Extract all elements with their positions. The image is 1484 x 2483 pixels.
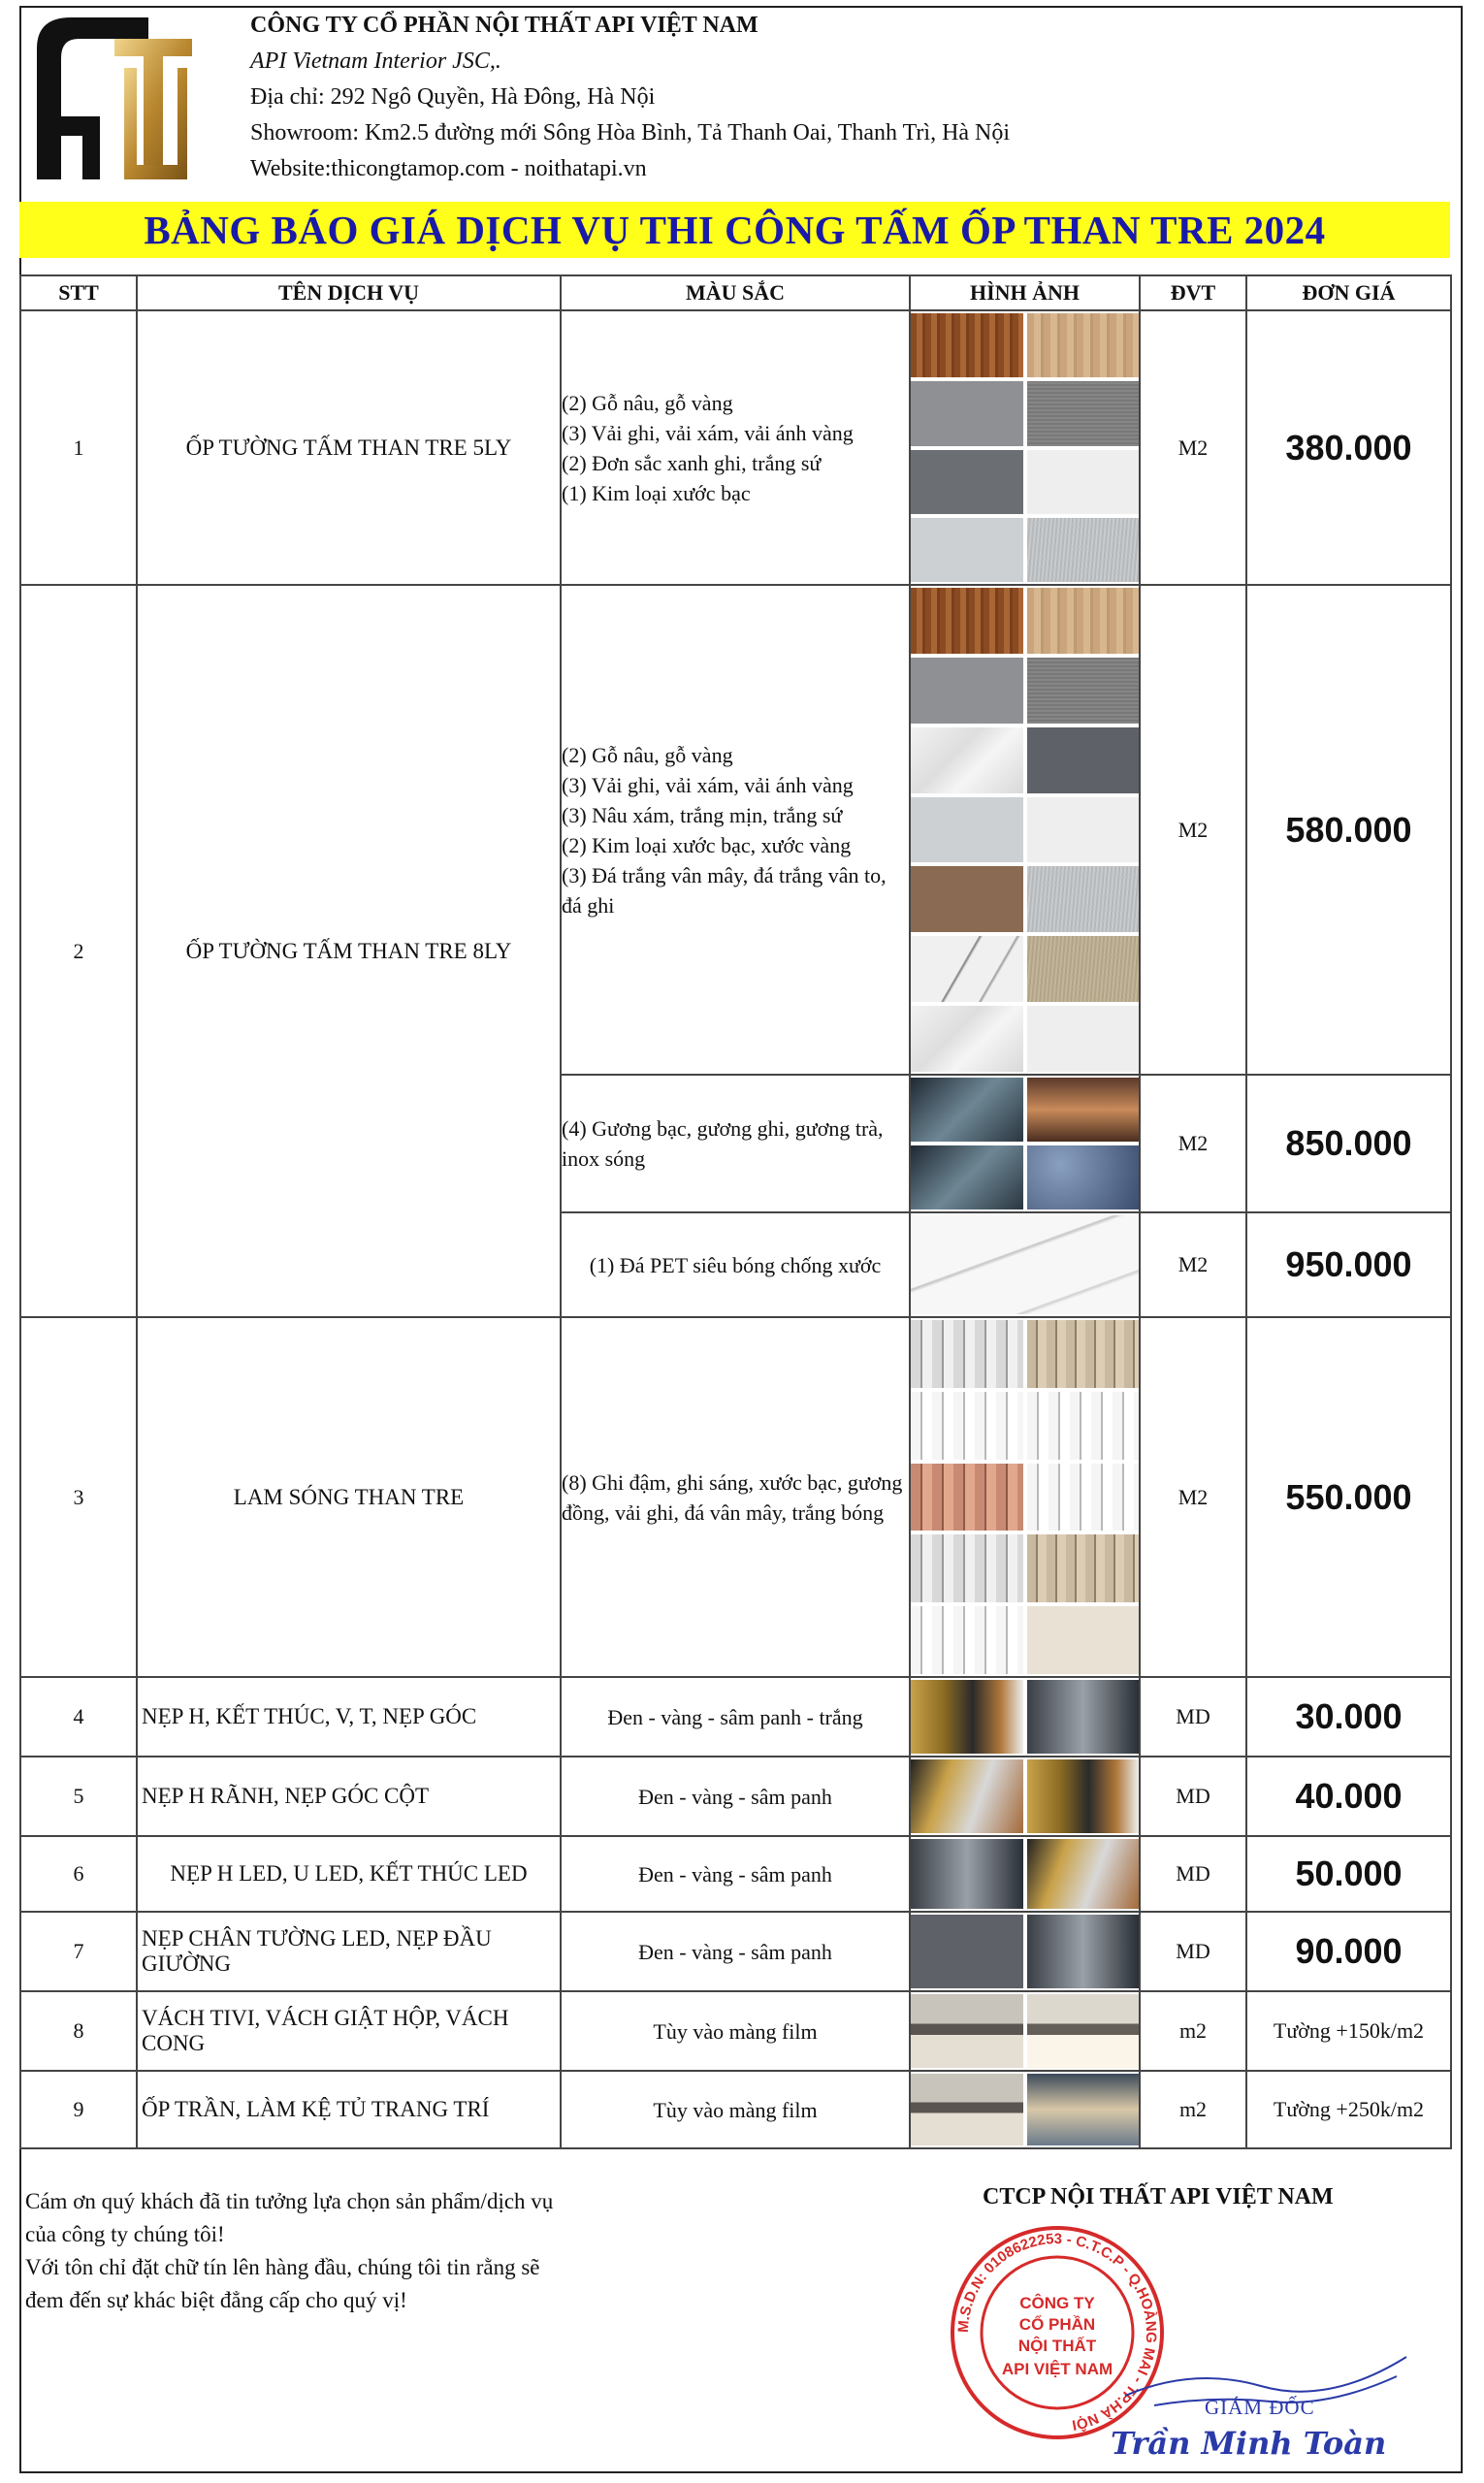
swatch-brown-wood: [911, 313, 1023, 377]
row-images: [910, 1075, 1140, 1212]
row-colors: [561, 1317, 910, 1677]
row-colors: Đen - vàng - sâm panh: [561, 1836, 910, 1912]
company-english-name: API Vietnam Interior JSC,.: [250, 48, 501, 74]
swatch-white: [1027, 797, 1140, 863]
swatch-porcelain-white: [1027, 450, 1140, 514]
row-stt: 8: [20, 1991, 137, 2071]
row-colors: [561, 1075, 910, 1212]
swatch-white-slats: [911, 1392, 1023, 1460]
photo-box-wall: [1027, 1994, 1140, 2068]
color-line: (2) Kim loại xước bạc, xước vàng: [562, 832, 852, 857]
stamp-line: API VIỆT NAM: [1001, 2360, 1113, 2378]
table-row: [20, 1912, 1451, 1991]
row-price: 580.000: [1246, 585, 1451, 1075]
color-line: (4) Gương bạc, gương ghi, gương trà, inox sóng: [562, 1116, 884, 1171]
row-service: ỐP TƯỜNG TẤM THAN TRE 5LY: [137, 310, 561, 585]
row-colors: Tùy vào màng film: [561, 2071, 910, 2148]
header-price: ĐƠN GIÁ: [1246, 275, 1451, 310]
row-images: [910, 1757, 1140, 1836]
header-image: HÌNH ẢNH: [910, 275, 1140, 310]
stamp-line: CỔ PHẦN: [1018, 2315, 1096, 2334]
signature-company: CTCP NỘI THẤT API VIỆT NAM: [983, 2184, 1334, 2209]
swatch-brushed-silver: [1027, 866, 1140, 932]
swatch-smooth-white: [911, 727, 1023, 793]
thanks-line: của công ty chúng tôi!: [25, 2222, 225, 2246]
price-table: [19, 274, 1452, 2149]
director-title: GIÁM ĐỐC: [1205, 2396, 1315, 2419]
swatch-column-trim: [1027, 1759, 1140, 1833]
row-colors: [561, 585, 910, 1075]
swatch-light-slats: [1027, 1464, 1140, 1532]
thanks-note: [25, 2185, 553, 2317]
photo-ceiling: [1027, 2074, 1140, 2145]
color-line: (2) Gỗ nâu, gỗ vàng: [562, 742, 733, 767]
header-stt: STT: [20, 275, 137, 310]
company-logo: [32, 10, 199, 184]
row-service: NẸP H LED, U LED, KẾT THÚC LED: [137, 1836, 561, 1912]
swatch-brushed-silver: [1027, 518, 1140, 582]
company-showroom: Showroom: Km2.5 đường mới Sông Hòa Bình, Tả Thanh Oai, Thanh Trì, Hà Nội: [250, 120, 1011, 145]
row-price: 30.000: [1246, 1677, 1451, 1757]
row-price: 50.000: [1246, 1836, 1451, 1912]
row-unit: M2: [1140, 1212, 1246, 1317]
row-service: NẸP H RÃNH, NẸP GÓC CỘT: [137, 1757, 561, 1836]
swatch-skirting-led: [911, 1915, 1023, 1988]
swatch-grey-mirror: [911, 1145, 1023, 1209]
table-row: [20, 1757, 1451, 1836]
row-stt: 9: [20, 2071, 137, 2148]
swatch-beige-slats: [1027, 1320, 1140, 1388]
thanks-line: đem đến sự khác biệt đẳng cấp cho quý vị!: [25, 2288, 407, 2312]
row-colors: Đen - vàng - sâm panh - trắng: [561, 1677, 910, 1757]
row-images: [910, 585, 1140, 1075]
table-row: [20, 2071, 1451, 2148]
swatch-wave-inox: [1027, 1145, 1140, 1209]
color-line: (1) Đá PET siêu bóng chống xước: [589, 1252, 882, 1277]
row-colors: Đen - vàng - sâm panh: [561, 1912, 910, 1991]
header-unit: ĐVT: [1140, 275, 1246, 310]
table-row: [20, 1991, 1451, 2071]
row-stt: 6: [20, 1836, 137, 1912]
swatch-grey-fabric: [911, 658, 1023, 724]
swatch-gloss-white: [911, 1606, 1023, 1674]
thanks-line: Với tôn chỉ đặt chữ tín lên hàng đầu, chúng tôi tin rằng sẽ: [25, 2255, 540, 2279]
row-price: 380.000: [1246, 310, 1451, 585]
swatch-silver-mirror: [911, 1078, 1023, 1142]
row-price: Tường +250k/m2: [1246, 2071, 1451, 2148]
swatch-grey-brown: [1027, 727, 1140, 793]
photo-tv-wall: [911, 1994, 1023, 2068]
thanks-line: Cám ơn quý khách đã tin tưởng lựa chọn sản phẩm/dịch vụ: [25, 2189, 554, 2213]
color-line: (3) Nâu xám, trắng mịn, trắng sứ: [562, 802, 843, 827]
color-line: (8) Ghi đậm, ghi sáng, xước bạc, gương đồng, vải ghi, đá vân mây, trắng bóng: [562, 1469, 903, 1525]
table-row: [20, 585, 1451, 1075]
swatch-pet-stone: [911, 1215, 1139, 1314]
swatch-trim-profiles: [911, 1680, 1023, 1754]
row-price: 550.000: [1246, 1317, 1451, 1677]
row-price: Tường +150k/m2: [1246, 1991, 1451, 2071]
table-header-row: [20, 275, 1451, 310]
row-images: [910, 1836, 1140, 1912]
row-stt: 4: [20, 1677, 137, 1757]
photo-decor-shelf: [911, 2074, 1023, 2145]
color-line: (1) Kim loại xước bạc: [562, 480, 751, 505]
row-stt: 2: [20, 585, 137, 1317]
swatch-grey-fabric: [911, 381, 1023, 445]
swatch-white-stone: [911, 1006, 1023, 1072]
company-header: [250, 8, 1010, 187]
company-name: CÔNG TY CỔ PHẦN NỘI THẤT API VIỆT NAM: [250, 13, 758, 38]
swatch-dark-grey: [911, 450, 1023, 514]
row-price: 40.000: [1246, 1757, 1451, 1836]
row-price: 850.000: [1246, 1075, 1451, 1212]
row-images: [910, 1212, 1140, 1317]
swatch-marble-cloud: [911, 936, 1023, 1002]
table-row: [20, 310, 1451, 585]
color-line: (2) Gỗ nâu, gỗ vàng: [562, 390, 733, 415]
company-website[interactable]: Website:thicongtamop.com - noithatapi.vn: [250, 156, 647, 181]
swatch-fabric: [1027, 658, 1140, 724]
swatch-tea-mirror: [1027, 1078, 1140, 1142]
swatch-bronze: [911, 866, 1023, 932]
color-line: (3) Đá trắng vân mây, đá trắng vân to, đá ghi: [562, 862, 887, 918]
row-unit: MD: [1140, 1677, 1246, 1757]
row-service: LAM SÓNG THAN TRE: [137, 1317, 561, 1677]
swatch-dark-grey-slats: [911, 1320, 1023, 1388]
header-service: TÊN DỊCH VỤ: [137, 275, 561, 310]
swatch-fabric: [1027, 381, 1140, 445]
swatch-sand-slats: [1027, 1534, 1140, 1602]
row-service: NẸP H, KẾT THÚC, V, T, NẸP GÓC: [137, 1677, 561, 1757]
row-stt: 7: [20, 1912, 137, 1991]
swatch-porcelain-white: [911, 797, 1023, 863]
row-colors: [561, 310, 910, 585]
swatch-copper-mirror: [911, 1464, 1023, 1532]
swatch-cloud-stone: [1027, 1606, 1140, 1674]
row-service: NẸP CHÂN TƯỜNG LED, NẸP ĐẦU GIƯỜNG: [137, 1912, 561, 1991]
color-line: (2) Đơn sắc xanh ghi, trắng sứ: [562, 450, 822, 475]
row-images: [910, 1317, 1140, 1677]
row-colors: [561, 1212, 910, 1317]
row-images: [910, 2071, 1140, 2148]
stamp-line: NỘI THẤT: [1017, 2337, 1097, 2355]
row-price: 90.000: [1246, 1912, 1451, 1991]
row-unit: M2: [1140, 1075, 1246, 1212]
row-images: [910, 310, 1140, 585]
swatch-yellow-wood: [1027, 313, 1140, 377]
company-address: Địa chỉ: 292 Ngô Quyền, Hà Đông, Hà Nội: [250, 84, 656, 110]
swatch-headboard-trim: [1027, 1915, 1140, 1988]
swatch-trim-corner: [1027, 1680, 1140, 1754]
row-unit: M2: [1140, 310, 1246, 585]
row-unit: m2: [1140, 1991, 1246, 2071]
swatch-brushed-gold: [1027, 936, 1140, 1002]
swatch-brown-wood: [911, 588, 1023, 654]
color-line: (3) Vải ghi, vải xám, vải ánh vàng: [562, 420, 854, 445]
row-images: [910, 1991, 1140, 2071]
swatch-groove-trim: [911, 1759, 1023, 1833]
row-service: ỐP TRẦN, LÀM KỆ TỦ TRANG TRÍ: [137, 2071, 561, 2148]
swatch-grey-slats: [911, 1534, 1023, 1602]
row-unit: M2: [1140, 1317, 1246, 1677]
row-unit: MD: [1140, 1836, 1246, 1912]
swatch-white-wave: [1027, 1392, 1140, 1460]
swatch-yellow-wood: [1027, 588, 1140, 654]
color-line: (3) Vải ghi, vải xám, vải ánh vàng: [562, 772, 854, 797]
swatch-led-trim: [911, 1839, 1023, 1909]
signer-name: Trần Minh Toàn: [1111, 2425, 1387, 2462]
table-row: [20, 1317, 1451, 1677]
row-stt: 3: [20, 1317, 137, 1677]
row-price: 950.000: [1246, 1212, 1451, 1317]
row-service: ỐP TƯỜNG TẤM THAN TRE 8LY: [137, 585, 561, 1317]
row-unit: m2: [1140, 2071, 1246, 2148]
row-service: VÁCH TIVI, VÁCH GIẬT HỘP, VÁCH CONG: [137, 1991, 561, 2071]
row-colors: Đen - vàng - sâm panh: [561, 1757, 910, 1836]
row-colors: Tùy vào màng film: [561, 1991, 910, 2071]
swatch-u-led-trim: [1027, 1839, 1140, 1909]
table-row: [20, 1836, 1451, 1912]
swatch-light-grey: [911, 518, 1023, 582]
row-stt: 1: [20, 310, 137, 585]
row-images: [910, 1677, 1140, 1757]
row-unit: MD: [1140, 1757, 1246, 1836]
swatch-grey-stone: [1027, 1006, 1140, 1072]
stamp-ring-text: M.S.D.N: 0108622253 - C.T.C.P - Q.HOÀNG MAI - TP.HÀ NỘI: [954, 2230, 1160, 2434]
page-title: BẢNG BÁO GIÁ DỊCH VỤ THI CÔNG TẤM ỐP THAN TRE 2024: [19, 202, 1450, 258]
stamp-line: CÔNG TY: [1019, 2294, 1095, 2312]
row-images: [910, 1912, 1140, 1991]
row-stt: 5: [20, 1757, 137, 1836]
row-unit: MD: [1140, 1912, 1246, 1991]
table-row: [20, 1677, 1451, 1757]
header-color: MÀU SẮC: [561, 275, 910, 310]
row-unit: M2: [1140, 585, 1246, 1075]
